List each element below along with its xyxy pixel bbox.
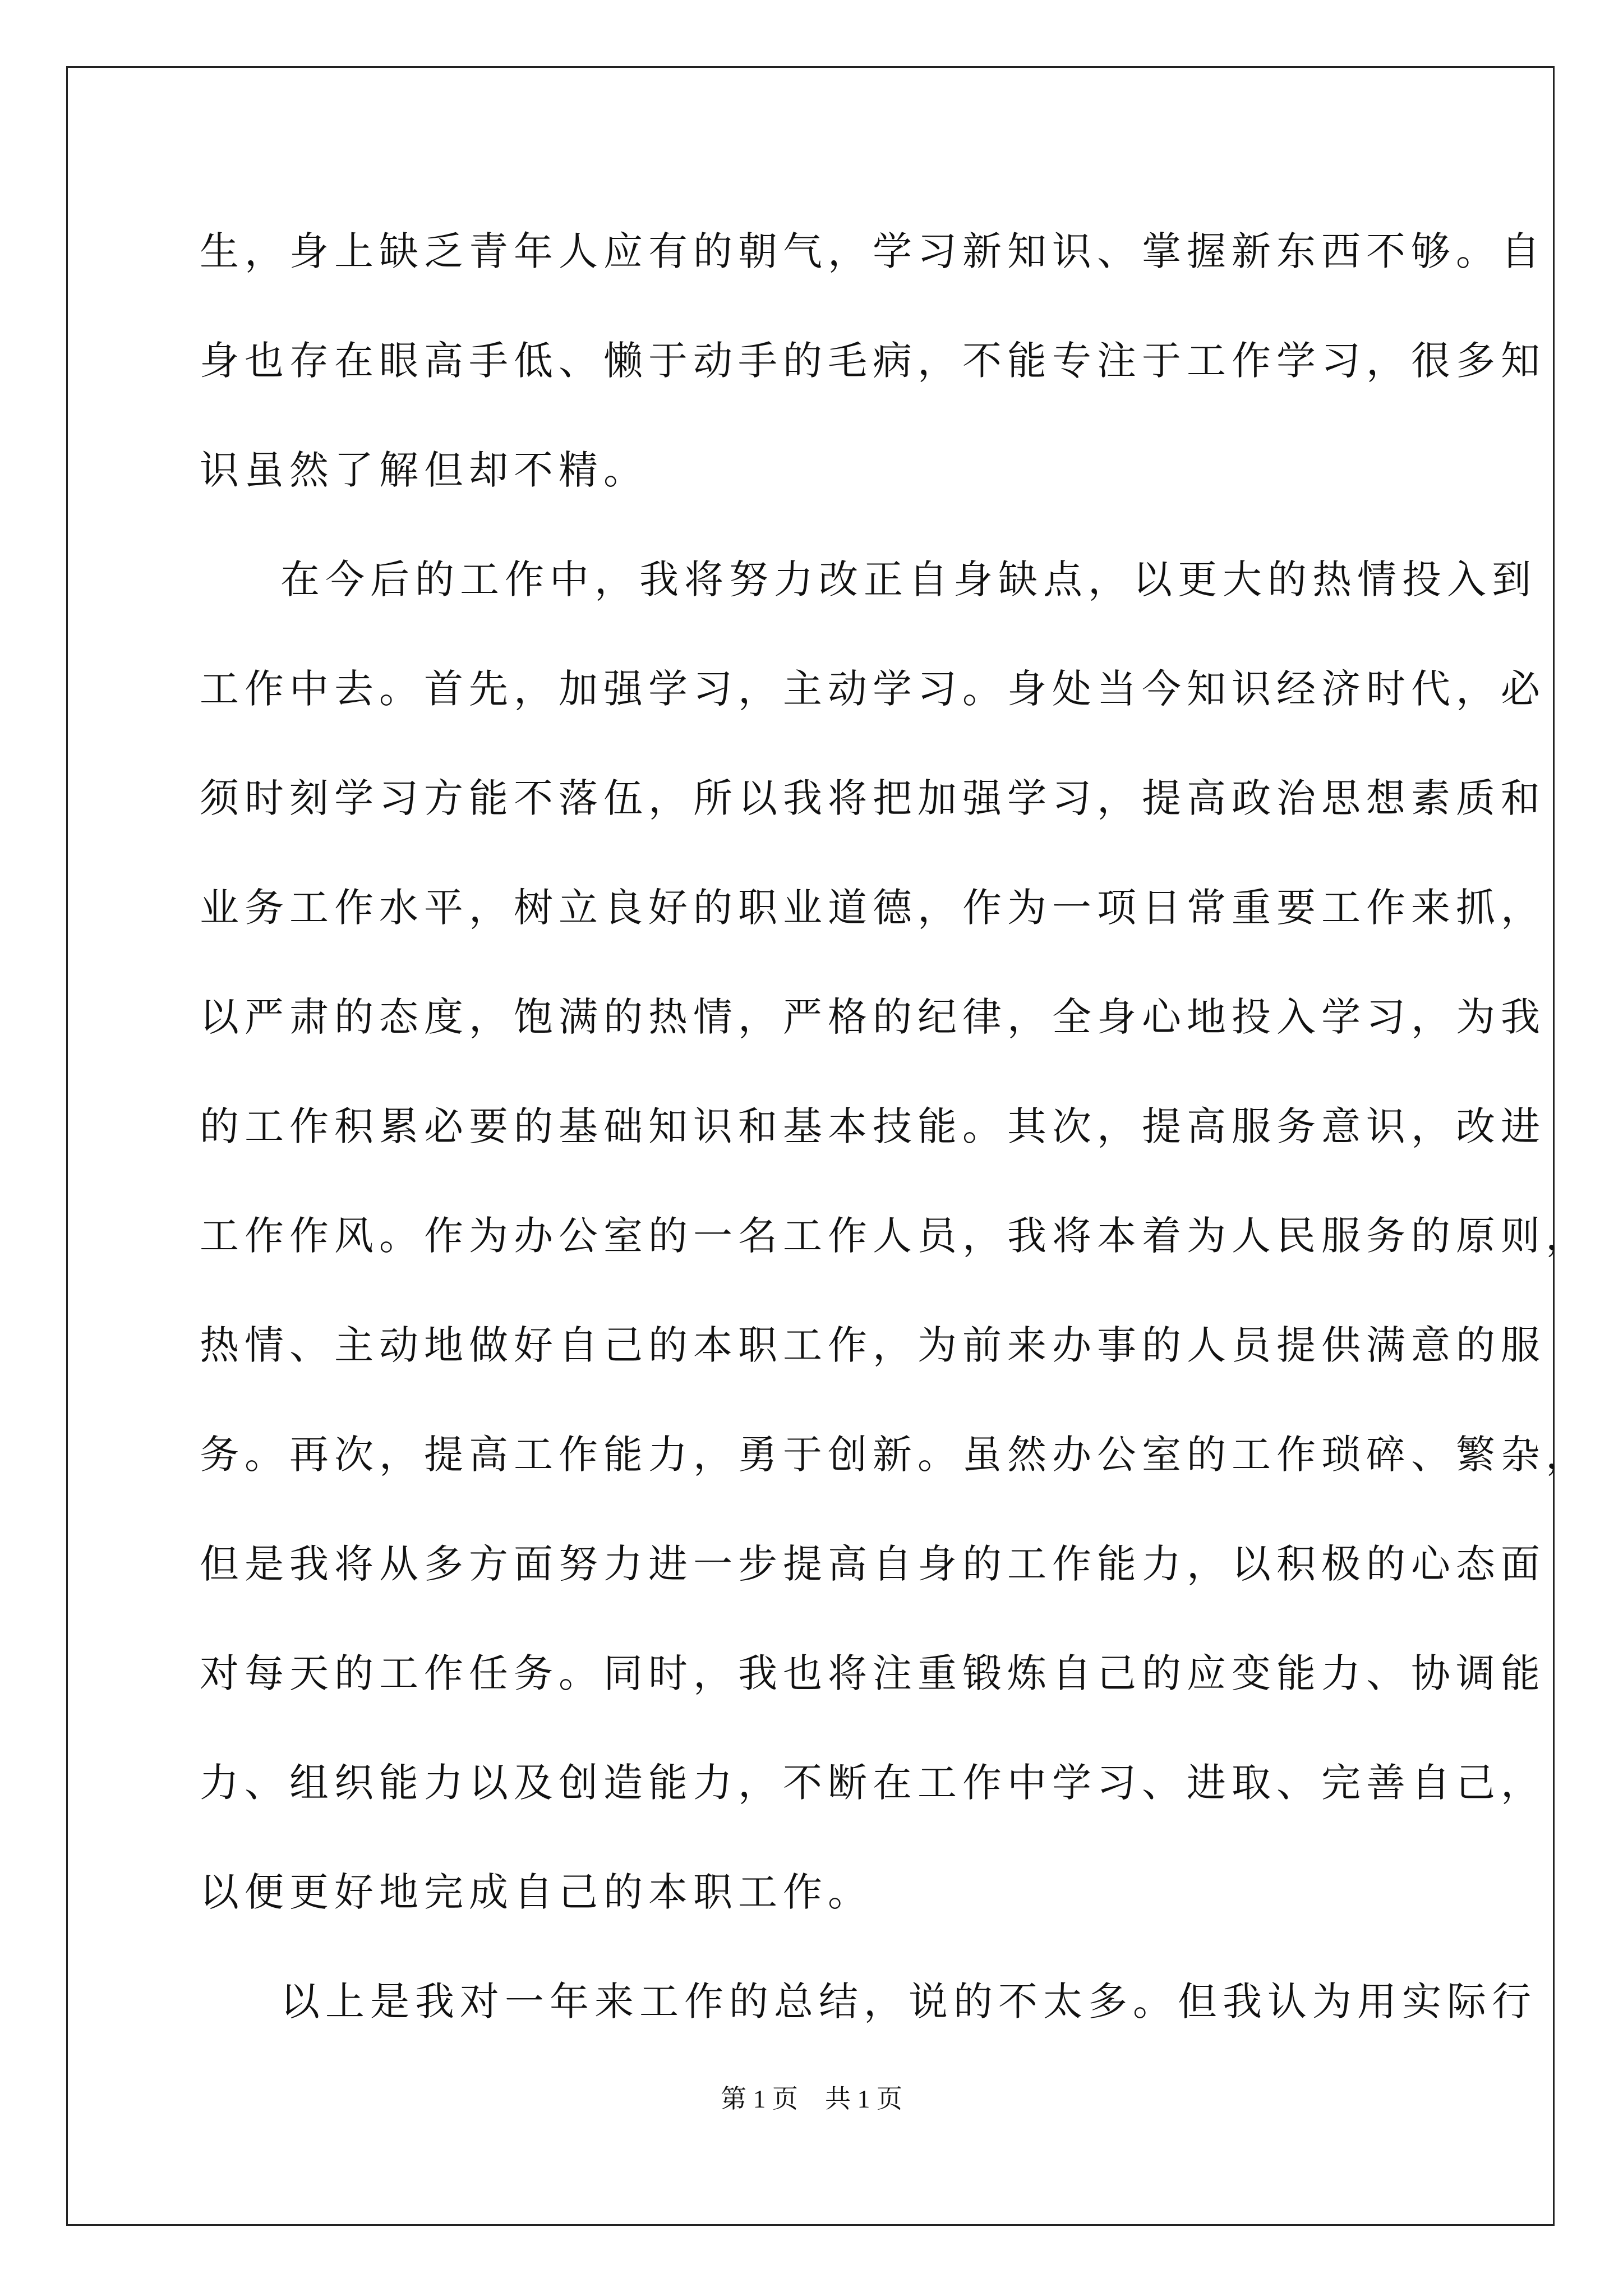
text-line: 热情、主动地做好自己的本职工作，为前来办事的人员提供满意的服 <box>200 1322 1546 1368</box>
text-line: 身也存在眼高手低、懒于动手的毛病，不能专注于工作学习，很多知 <box>200 338 1546 384</box>
text-line: 但是我将从多方面努力进一步提高自身的工作能力，以积极的心态面 <box>200 1541 1546 1587</box>
text-line: 的工作积累必要的基础知识和基本技能。其次，提高服务意识，改进 <box>200 1103 1546 1149</box>
page-total: 共 1 页 <box>825 2085 902 2113</box>
text-line: 生，身上缺乏青年人应有的朝气，学习新知识、掌握新东西不够。自 <box>200 228 1546 274</box>
text-line: 识虽然了解但却不精。 <box>200 447 648 493</box>
text-line: 工作作风。作为办公室的一名工作人员，我将本着为人民服务的原则， <box>200 1213 1590 1259</box>
page-footer <box>0 2082 1623 2116</box>
paragraph-first-line: 以上是我对一年来工作的总结，说的不太多。但我认为用实际行 <box>280 1978 1537 2024</box>
text-line: 务。再次，提高工作能力，勇于创新。虽然办公室的工作琐碎、繁杂， <box>200 1432 1590 1478</box>
text-line: 对每天的工作任务。同时，我也将注重锻炼自己的应变能力、协调能 <box>200 1650 1546 1696</box>
paragraph-first-line: 在今后的工作中，我将努力改正自身缺点，以更大的热情投入到 <box>280 556 1537 602</box>
text-line: 以便更好地完成自己的本职工作。 <box>200 1869 873 1915</box>
text-line: 业务工作水平，树立良好的职业道德，作为一项日常重要工作来抓， <box>200 885 1546 931</box>
text-line: 工作中去。首先，加强学习，主动学习。身处当今知识经济时代，必 <box>200 666 1546 712</box>
text-line: 以严肃的态度，饱满的热情，严格的纪律，全身心地投入学习，为我 <box>200 994 1546 1040</box>
text-line: 须时刻学习方能不落伍，所以我将把加强学习，提高政治思想素质和 <box>200 775 1546 821</box>
page-number: 第 1 页 <box>721 2085 798 2113</box>
text-line: 力、组织能力以及创造能力，不断在工作中学习、进取、完善自己， <box>200 1760 1546 1806</box>
